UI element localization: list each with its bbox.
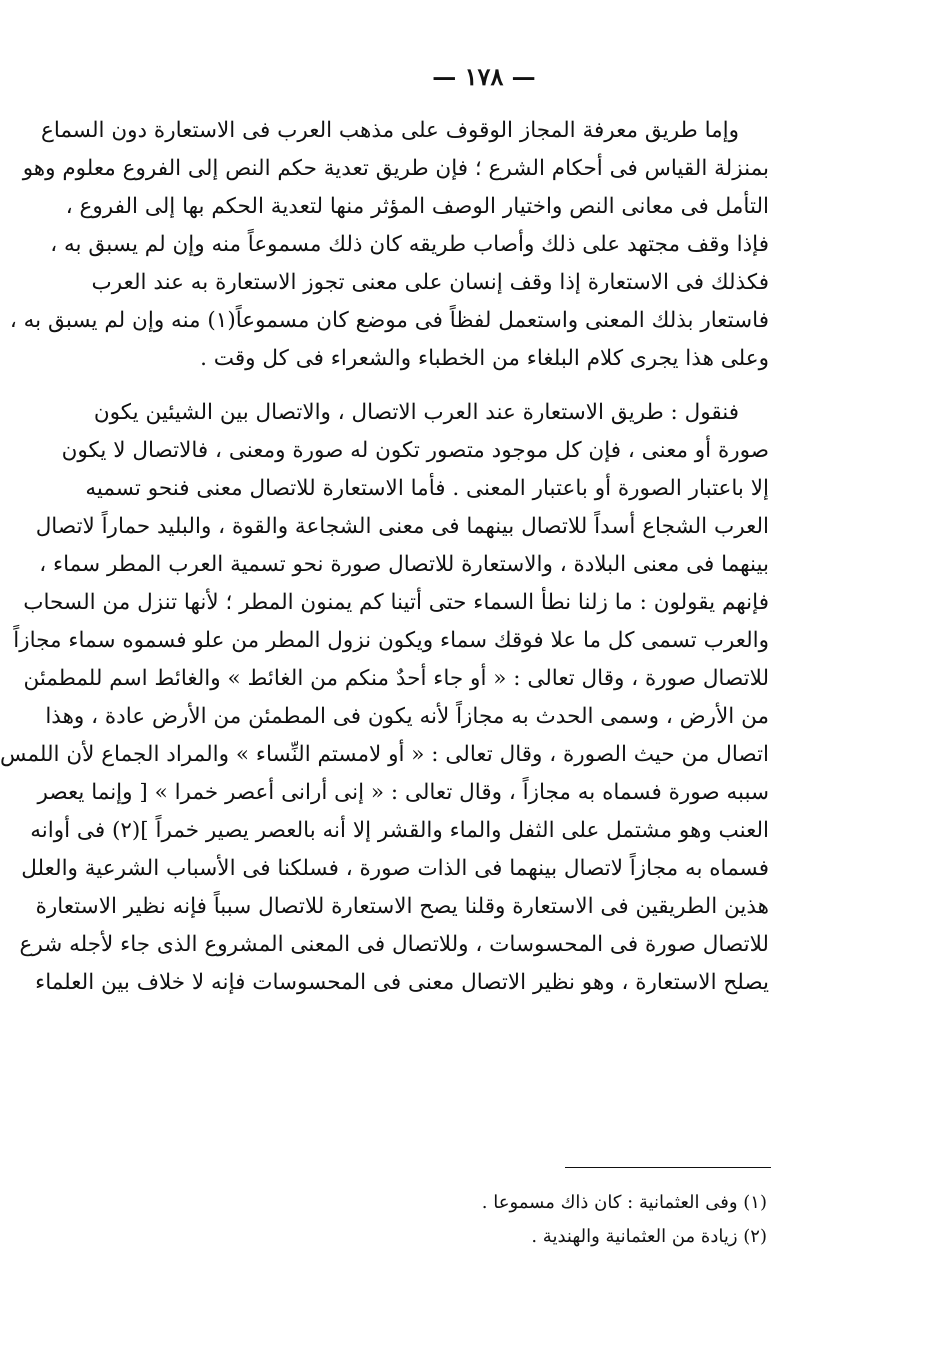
text-line: فكذلك فى الاستعارة إذا وقف إنسان على معنى تجوز الاستعارة به عند العرب: [91, 270, 769, 295]
footnote-2: (٢) زيادة من العثمانية والهندية .: [531, 1226, 767, 1247]
text-line: فإذا وقف مجتهد على ذلك وأصاب طريقه كان ذلك مسموعاً منه وإن لم يسبق به ،: [50, 232, 769, 257]
text-line: التأمل فى معانى النص واختيار الوصف المؤثر منها لتعدية الحكم بها إلى الفروع ،: [65, 194, 769, 219]
text-line: فإنهم يقولون : ما زلنا نطأ السماء حتى أتينا كم يمنون المطر ؛ لأنها تنزل من السحاب: [23, 590, 769, 615]
footnote-divider: [565, 1167, 771, 1168]
text-line: وعلى هذا يجرى كلام البلغاء من الخطباء والشعراء فى كل وقت .: [200, 346, 769, 371]
body-text: [0, 112, 769, 1002]
text-line: العرب الشجاع أسداً للاتصال بينهما فى معنى الشجاعة والقوة ، والبليد حماراً لاتصال: [35, 514, 769, 539]
paragraph-1: [9, 112, 769, 378]
paragraph-2: [0, 394, 769, 1002]
text-line: والعرب تسمى كل ما علا فوقك سماء ويكون نزول المطر من علو فسموه سماء مجازاً: [13, 628, 769, 653]
text-line: يصلح الاستعارة ، وهو نظير الاتصال معنى فى المحسوسات فإنه لا خلاف بين العلماء: [35, 970, 769, 995]
footnotes: [237, 1186, 767, 1254]
text-line: اتصال من حيث الصورة ، وقال تعالى : « أو لامستم النِّساء » والمراد الجماع لأن اللمس: [0, 742, 769, 767]
text-line: سببه صورة فسماه به مجازاً ، وقال تعالى : « إنى أرانى أعصر خمرا » [ وإنما يعصر: [37, 780, 769, 805]
text-line: العنب وهو مشتمل على الثفل والماء والقشر إلا أنه بالعصر يصير خمراً ](٢) فى أوانه: [30, 818, 769, 843]
text-line: إلا باعتبار الصورة أو باعتبار المعنى . فأما الاستعارة للاتصال معنى فنحو تسميه: [85, 476, 769, 501]
text-line: بمنزلة القياس فى أحكام الشرع ؛ فإن طريق تعدية حكم النص إلى الفروع معلوم وهو: [22, 156, 769, 181]
text-line: للاتصال صورة فى المحسوسات ، وللاتصال فى المعنى المشروع الذى جاء لأجله شرع: [19, 932, 769, 957]
text-line: هذين الطريقين فى الاستعارة وقلنا يصح الاستعارة للاتصال سبباً فإنه نظير الاستعارة: [35, 894, 769, 919]
paragraph-gap: [103, 378, 769, 394]
text-line: للاتصال صورة ، وقال تعالى : « أو جاء أحدٌ منكم من الغائط » والغائط اسم للمطمئن: [23, 666, 769, 691]
text-line: من الأرض ، وسمى الحدث به مجازاً لأنه يكون فى المطمئن من الأرض عادة ، وهذا: [45, 704, 769, 729]
page-number: — ١٧٨ —: [432, 62, 536, 91]
text-line: صورة أو معنى ، فإن كل موجود متصور تكون له صورة ومعنى ، فالاتصال لا يكون: [61, 438, 769, 463]
text-line: فسماه به مجازاً لاتصال بينهما فى الذات صورة ، فسلكنا فى الأسباب الشرعية والعلل: [21, 856, 769, 881]
text-line: بينهما فى معنى البلادة ، والاستعارة للاتصال صورة نحو تسمية العرب المطر سماء ،: [39, 552, 769, 577]
text-line: وإما طريق معرفة المجاز الوقوف على مذهب العرب فى الاستعارة دون السماع: [41, 118, 739, 143]
text-line: فنقول : طريق الاستعارة عند العرب الاتصال ، والاتصال بين الشيئين يكون: [93, 400, 739, 425]
text-line: فاستعار بذلك المعنى واستعمل لفظاً فى موضع كان مسموعاً(١) منه وإن لم يسبق به ،: [9, 308, 769, 333]
footnote-1: (١) وفى العثمانية : كان ذاك مسموعا .: [481, 1192, 767, 1213]
